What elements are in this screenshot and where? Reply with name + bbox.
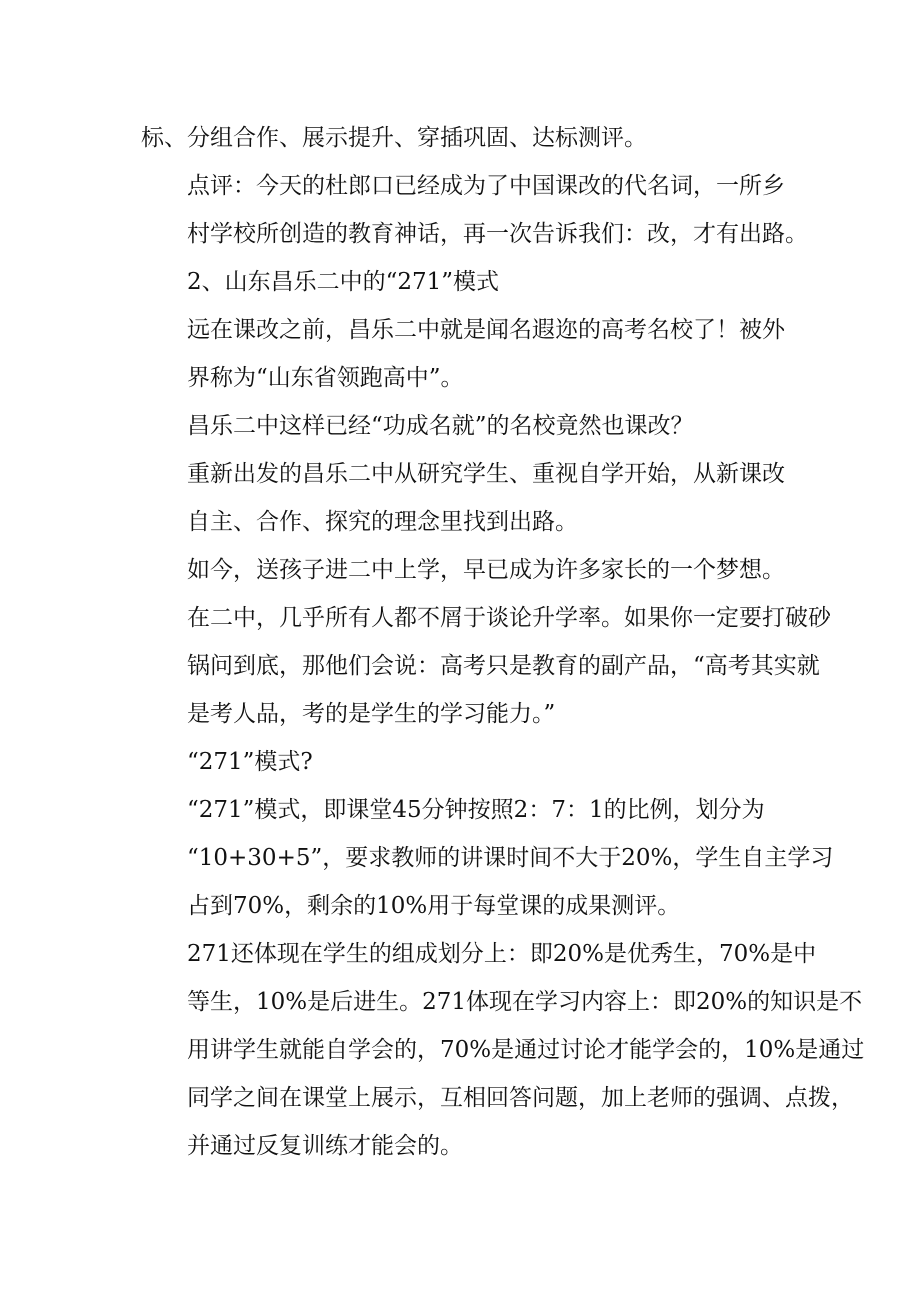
text-line: 锅问到底，那他们会说：高考只是教育的副产品，“高考其实就	[187, 653, 820, 679]
paragraph-4	[141, 402, 781, 450]
paragraph-7-question	[141, 738, 781, 786]
text-line: 并通过反复训练才能会的。	[187, 1133, 463, 1159]
text-line: 界称为“山东省领跑高中”。	[187, 365, 464, 391]
text-line: 昌乐二中这样已经“功成名就”的名校竟然也课改？	[187, 413, 694, 439]
text-line: 点评：今天的杜郎口已经成为了中国课改的代名词，一所乡	[187, 173, 785, 199]
text-line: 村学校所创造的教育神话，再一次告诉我们：改，才有出路。	[187, 221, 808, 247]
text-line: 是考人品，考的是学生的学习能力。”	[187, 701, 556, 727]
text-line: 标、分组合作、展示提升、穿插巩固、达标测评。	[141, 125, 647, 151]
paragraph-5	[141, 450, 785, 546]
paragraph-8	[141, 786, 834, 930]
text-line: “10+30+5”，要求教师的讲课时间不大于20%，学生自主学习	[187, 845, 834, 871]
text-line: “271”模式，即课堂45分钟按照2：7：1的比例，划分为	[187, 797, 765, 823]
text-line: 如今，送孩子进二中上学，早已成为许多家长的一个梦想。	[187, 557, 785, 583]
text-line: 自主、合作、探究的理念里找到出路。	[187, 509, 578, 535]
paragraph-3	[141, 306, 785, 402]
text-line: 同学之间在课堂上展示，互相回答问题，加上老师的强调、点拨，	[187, 1085, 854, 1111]
text-line: 等生，10%是后进生。271体现在学习内容上：即20%的知识是不	[187, 989, 863, 1015]
paragraph-6	[141, 546, 831, 738]
section-heading-271-model	[141, 258, 781, 306]
paragraph-0	[141, 114, 781, 162]
text-line: 远在课改之前，昌乐二中就是闻名遐迩的高考名校了！被外	[187, 317, 785, 343]
paragraph-1-review	[141, 162, 808, 258]
text-line: 占到70%，剩余的10%用于每堂课的成果测评。	[187, 893, 681, 919]
paragraph-9	[141, 930, 865, 1170]
text-line: 用讲学生就能自学会的，70%是通过讨论才能学会的，10%是通过	[187, 1037, 865, 1063]
text-line: 2、山东昌乐二中的“271”模式	[187, 269, 500, 295]
document-body	[141, 114, 865, 1170]
text-line: 271还体现在学生的组成划分上：即20%是优秀生，70%是中	[187, 941, 817, 967]
text-line: 在二中，几乎所有人都不屑于谈论升学率。如果你一定要打破砂	[187, 605, 831, 631]
text-line: 重新出发的昌乐二中从研究学生、重视自学开始，从新课改	[187, 461, 785, 487]
text-line: “271”模式?	[187, 749, 313, 775]
